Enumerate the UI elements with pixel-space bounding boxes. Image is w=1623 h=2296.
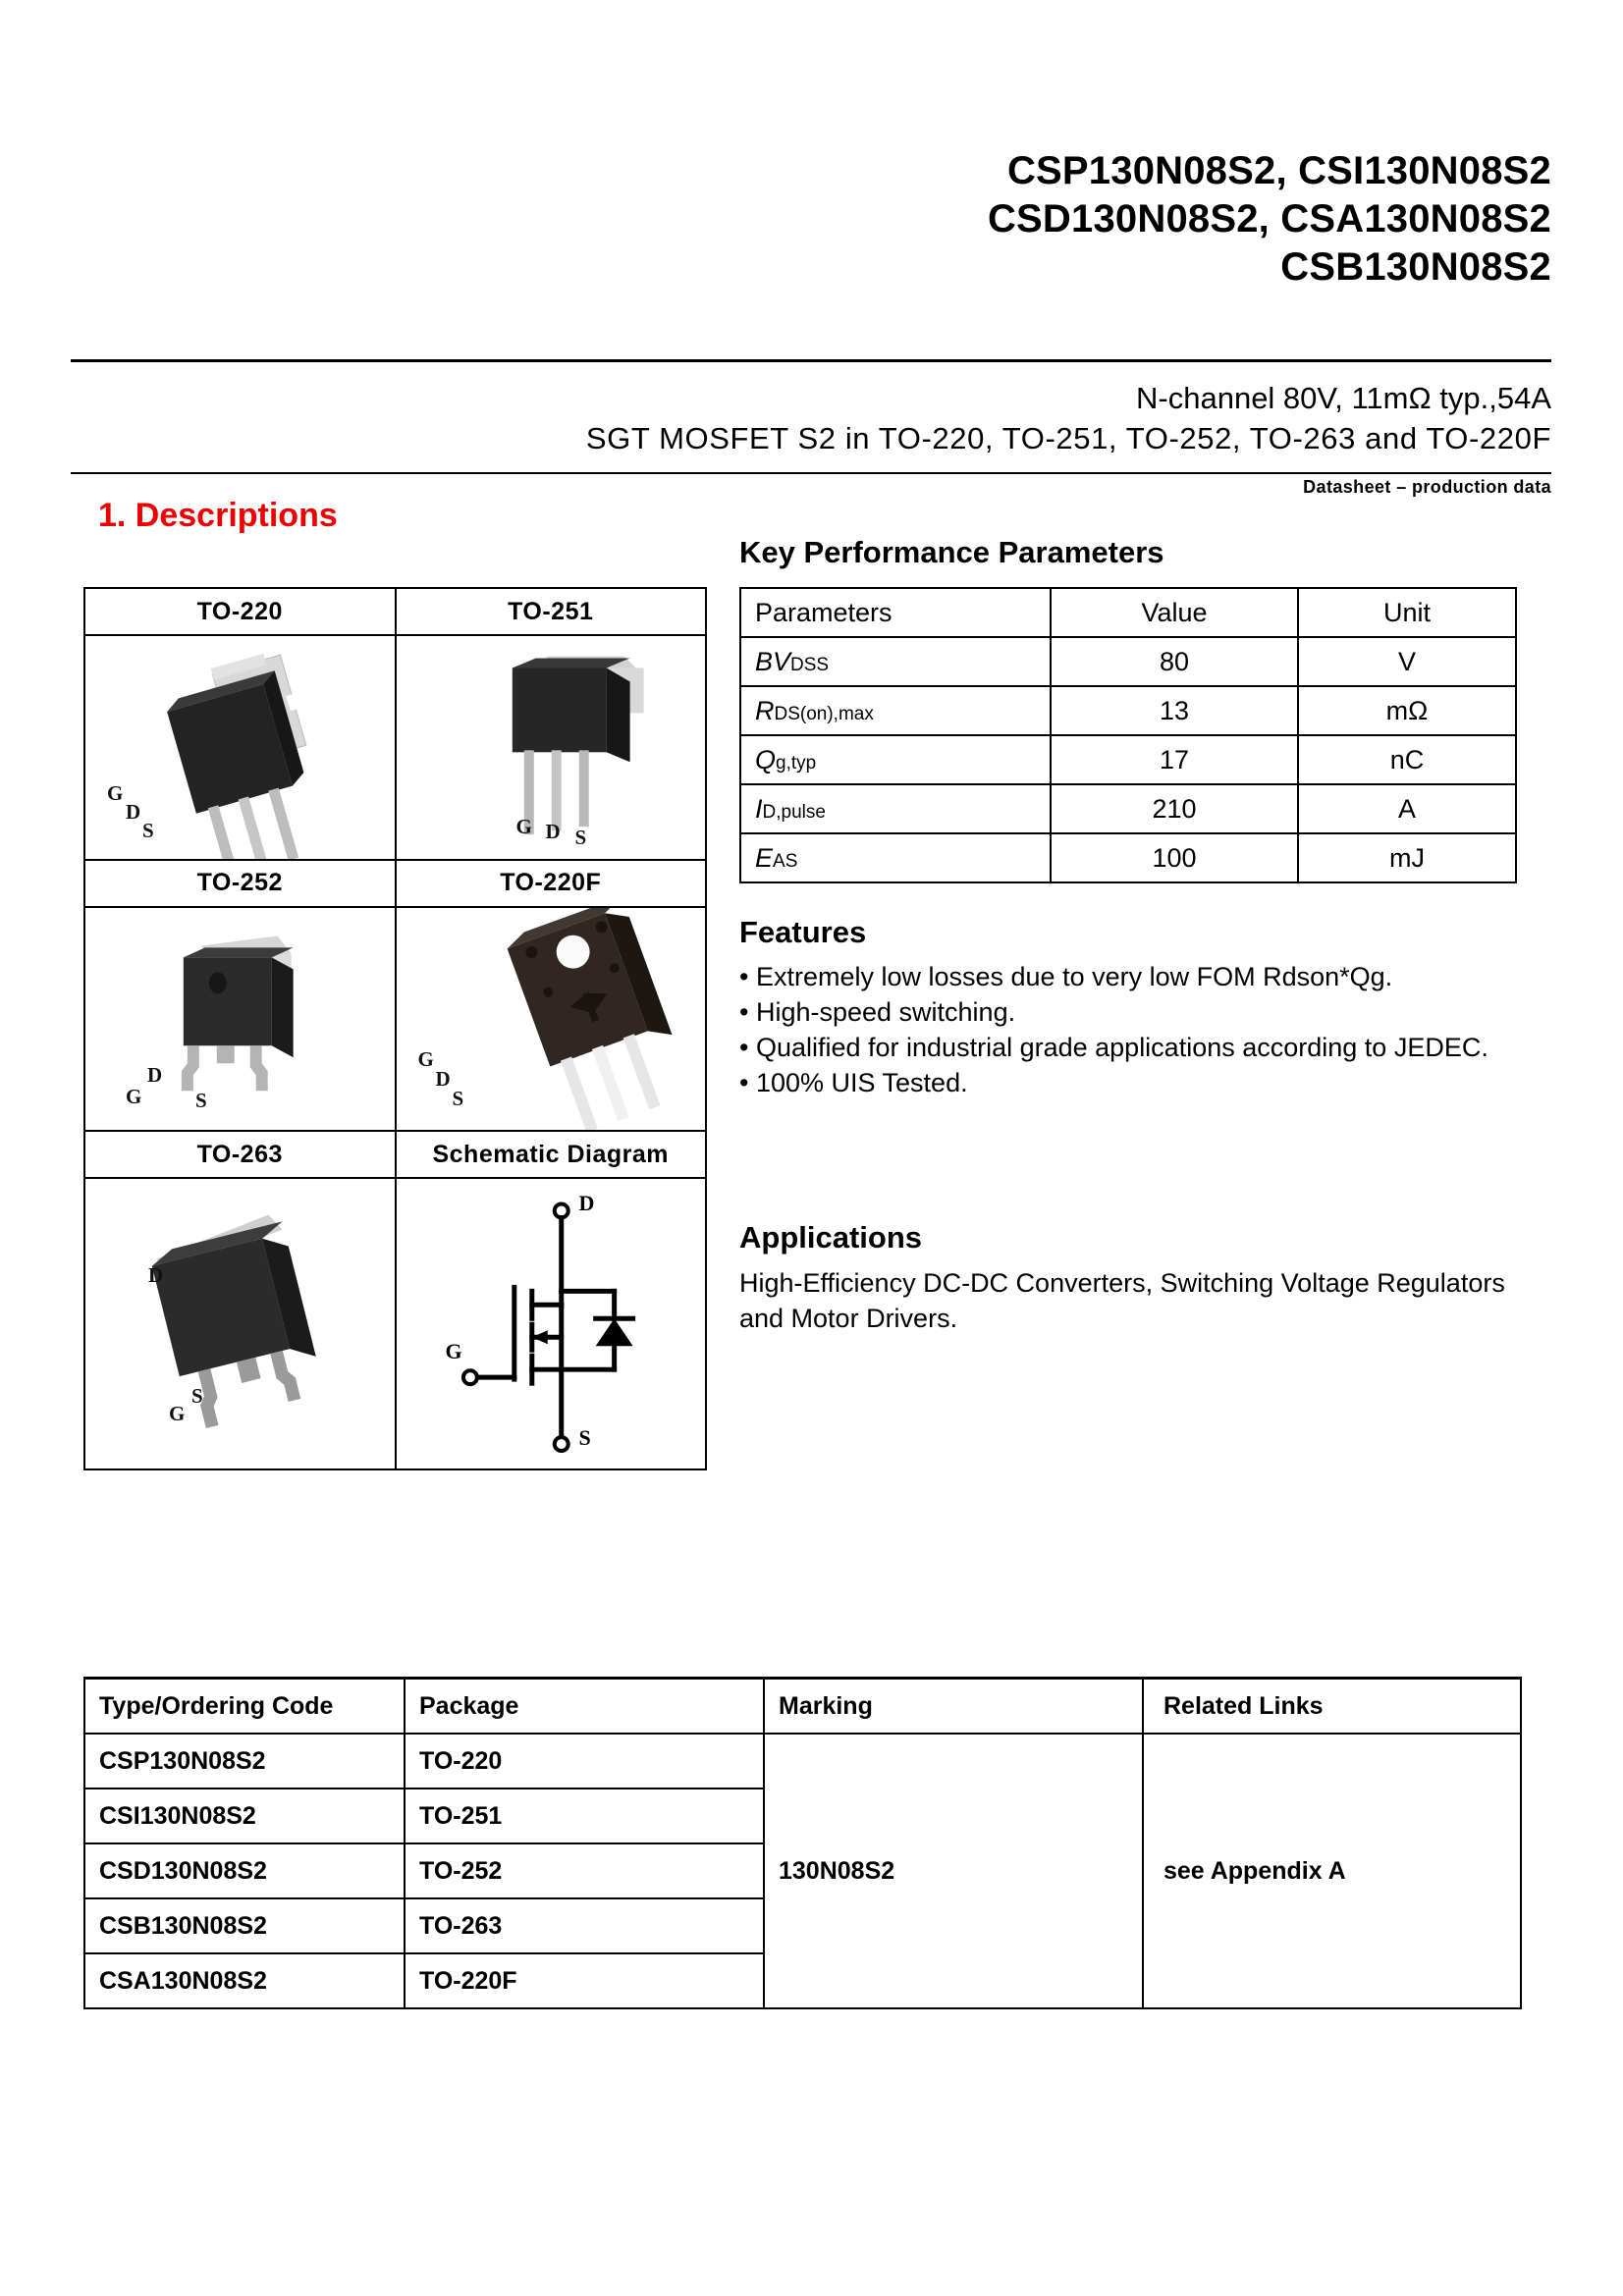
order-col-links: Related Links [1143,1679,1521,1735]
features-title: Features [739,915,867,949]
subtitle-line-2: SGT MOSFET S2 in TO-220, TO-251, TO-252, TO-263 and TO-220F [585,421,1551,456]
kpp-subscript: AS [773,850,798,872]
package-image-to220 [84,635,396,860]
kpp-value-qg: 17 [1051,735,1298,784]
kpp-symbol: BV [755,646,791,676]
to263-pin-label-g: G [169,1402,186,1426]
order-code-csp: CSP130N08S2 [84,1734,405,1789]
package-header-to263: TO-263 [84,1131,396,1178]
kpp-param-eas [740,833,1051,882]
kpp-col-parameters: Parameters [740,588,1051,637]
package-image-to263 [84,1178,396,1469]
to263-pin-label-d: D [148,1263,164,1288]
to252-pin-label-g: G [126,1084,142,1108]
table-row [740,784,1516,833]
kpp-col-value: Value [1051,588,1298,637]
table-header-row [740,588,1516,637]
order-package-csp: TO-220 [405,1734,764,1789]
kpp-value-eas: 100 [1051,833,1298,882]
kpp-unit-bvdss: V [1298,637,1516,686]
page-title: 1. Descriptions [98,497,338,534]
kpp-col-unit: Unit [1298,588,1516,637]
to251-pin-label-s: S [574,826,587,849]
kpp-symbol: I [755,793,763,824]
table-row [740,637,1516,686]
order-col-package: Package [405,1679,764,1735]
to251-pin-label-g: G [515,815,532,838]
kpp-param-qg [740,735,1051,784]
datasheet-status-note: Datasheet – production data [1303,477,1551,497]
to220f-pin-label-d: D [435,1066,451,1091]
schematic-terminal-label-d: D [578,1191,595,1216]
subtitle-line-1: N-channel 80V, 11mΩ typ.,54A [1136,381,1551,415]
order-package-csi: TO-251 [405,1789,764,1843]
kpp-value-rdson: 13 [1051,686,1298,735]
header-divider-bottom [71,472,1551,474]
kpp-subscript: DS(on),max [774,703,874,724]
package-header-to252: TO-252 [84,860,396,907]
order-code-csi: CSI130N08S2 [84,1789,405,1843]
to220-pin-label-s: S [142,819,154,842]
kpp-param-bvdss [740,637,1051,686]
kpp-value-bvdss: 80 [1051,637,1298,686]
to263-drawing [85,1179,395,1468]
package-header-to220: TO-220 [84,588,396,635]
table-row [740,735,1516,784]
order-col-marking: Marking [764,1679,1143,1735]
to252-pin-label-s: S [195,1088,207,1112]
to263-pin-label-s: S [191,1384,203,1409]
package-header-schematic: Schematic Diagram [396,1131,707,1178]
table-row [740,833,1516,882]
features-list [739,960,1520,1101]
kpp-value-idpulse: 210 [1051,784,1298,833]
kpp-unit-eas: mJ [1298,833,1516,882]
kpp-symbol: E [755,842,774,873]
feature-item: • 100% UIS Tested. [739,1067,968,1097]
to220-pin-label-d: D [126,800,141,824]
key-performance-title: Key Performance Parameters [739,535,1164,569]
package-outline-grid [83,587,707,1470]
order-related-links-value: see Appendix A [1143,1734,1521,2008]
document-title [71,147,1551,291]
key-performance-table [739,587,1517,883]
kpp-subscript: D,pulse [762,801,826,823]
package-image-to251 [396,635,707,860]
to252-artwork [85,908,395,1131]
to220-drawing [85,636,395,859]
order-code-csb: CSB130N08S2 [84,1898,405,1953]
kpp-param-idpulse [740,784,1051,833]
feature-item: • High-speed switching. [739,996,1016,1027]
order-code-csd: CSD130N08S2 [84,1843,405,1898]
kpp-subscript: g,typ [776,752,817,774]
to220f-artwork [397,908,706,1131]
body-diode-icon [595,1319,632,1347]
to251-artwork [397,636,706,859]
order-package-csd: TO-252 [405,1843,764,1898]
applications-title: Applications [739,1220,923,1255]
kpp-param-rdson [740,686,1051,735]
package-header-to251: TO-251 [396,588,707,635]
document-title-line-2: CSD130N08S2, CSA130N08S2 [987,196,1551,240]
schematic-terminal-label-s: S [578,1425,591,1451]
to252-pin-label-d: D [147,1062,163,1087]
kpp-symbol: R [755,695,775,725]
feature-item: • Extremely low losses due to very low FOM Rdson*Qg. [739,962,1393,991]
kpp-unit-qg: nC [1298,735,1516,784]
to220f-drawing [397,908,706,1131]
order-package-csb: TO-263 [405,1898,764,1953]
ordering-information-table [83,1677,1522,2009]
kpp-unit-idpulse: A [1298,784,1516,833]
to263-artwork [85,1179,395,1468]
order-package-csa: TO-220F [405,1953,764,2008]
to220-pin-label-g: G [107,781,124,805]
package-header-to220f: TO-220F [396,860,707,907]
order-code-csa: CSA130N08S2 [84,1953,405,2008]
document-title-line-3: CSB130N08S2 [1280,244,1551,289]
feature-item: • Qualified for industrial grade applications according to JEDEC. [739,1032,1488,1062]
order-col-code: Type/Ordering Code [84,1679,405,1735]
to220f-pin-label-g: G [417,1046,434,1071]
package-image-to220f [396,907,707,1132]
table-row [84,1734,1521,1789]
order-marking-value: 130N08S2 [764,1734,1143,2008]
mosfet-symbol-icon [397,1179,706,1468]
document-title-line-1: CSP130N08S2, CSI130N08S2 [1006,149,1551,192]
table-row [740,686,1516,735]
schematic-diagram-cell [396,1178,707,1469]
schematic-terminal-label-g: G [445,1339,462,1364]
document-subtitle [71,378,1551,458]
package-image-to252 [84,907,396,1132]
kpp-symbol: Q [755,744,777,774]
table-header-row [84,1679,1521,1735]
to251-pin-label-d: D [545,820,561,843]
applications-text: High-Efficiency DC-DC Converters, Switching Voltage Regulators and Motor Drivers. [739,1268,1505,1333]
to220-artwork [85,636,395,859]
mosfet-schematic-artwork [397,1179,706,1468]
kpp-unit-rdson: mΩ [1298,686,1516,735]
to220f-pin-label-s: S [452,1086,464,1110]
kpp-subscript: DSS [790,654,830,675]
header-divider-top [71,359,1551,362]
